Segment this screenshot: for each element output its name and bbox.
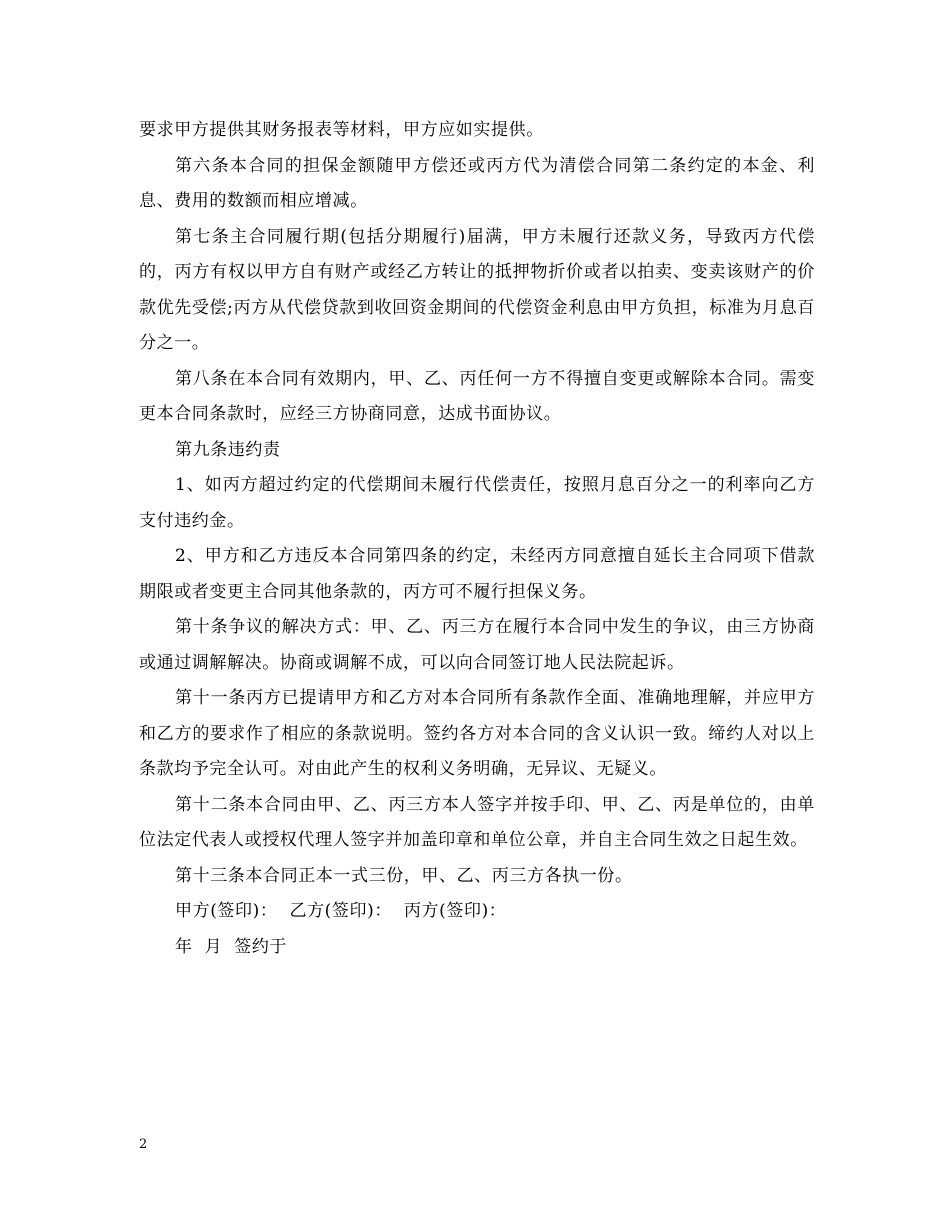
date-line: 年 月 签约于 [175,936,288,957]
paragraph-article-10: 第十条争议的解决方式：甲、乙、丙三方在履行本合同中发生的争议，由三方协商或通过调解解决。协商或调解不成，可以向合同签订地人民法院起诉。 [139,617,815,673]
paragraph-continuation: 要求甲方提供其财务报表等材料，甲方应如实提供。 [139,120,544,140]
page-number: 2 [139,1137,148,1152]
contract-body [139,113,815,965]
paragraph-article-13: 第十三条本合同正本一式三份，甲、乙、丙三方各执一份。 [175,865,633,886]
paragraph-article-11: 第十一条丙方已提请甲方和乙方对本合同所有条款作全面、准确地理解，并应甲方和乙方的要求作了相应的条款说明。签约各方对本合同的含义认识一致。缔约人对以上条款均予完全认可。对由此产生的权利义务明确，无异议、无疑义。 [139,688,815,779]
paragraph-article-8: 第八条在本合同有效期内，甲、乙、丙任何一方不得擅自变更或解除本合同。需变更本合同条款时，应经三方协商同意，达成书面协议。 [139,368,815,424]
paragraph-article-6: 第六条本合同的担保金额随甲方偿还或丙方代为清偿合同第二条约定的本金、利息、费用的数额而相应增减。 [139,155,815,211]
paragraph-article-9-item-2: 2、甲方和乙方违反本合同第四条的约定，未经丙方同意擅自延长主合同项下借款期限或者变更主合同其他条款的，丙方可不履行担保义务。 [139,546,815,602]
paragraph-article-12: 第十二条本合同由甲、乙、丙三方本人签字并按手印、甲、乙、丙是单位的，由单位法定代表人或授权代理人签字并加盖印章和单位公章，并自主合同生效之日起生效。 [139,794,815,850]
signature-line: 甲方(签印)： 乙方(签印)： 丙方(签印)： [175,901,507,921]
paragraph-article-9-item-1: 1、如丙方超过约定的代偿期间未履行代偿责任，按照月息百分之一的利率向乙方支付违约金。 [139,475,815,531]
paragraph-article-9-heading: 第九条违约责 [175,439,281,460]
paragraph-article-7: 第七条主合同履行期(包括分期履行)届满，甲方未履行还款义务，导致丙方代偿的，丙方有权以甲方自有财产或经乙方转让的抵押物折价或者以拍卖、变卖该财产的价款优先受偿;丙方从代偿贷款到收回资金期间的代偿资金利息由甲方负担，标准为月息百分之一。 [139,226,815,353]
